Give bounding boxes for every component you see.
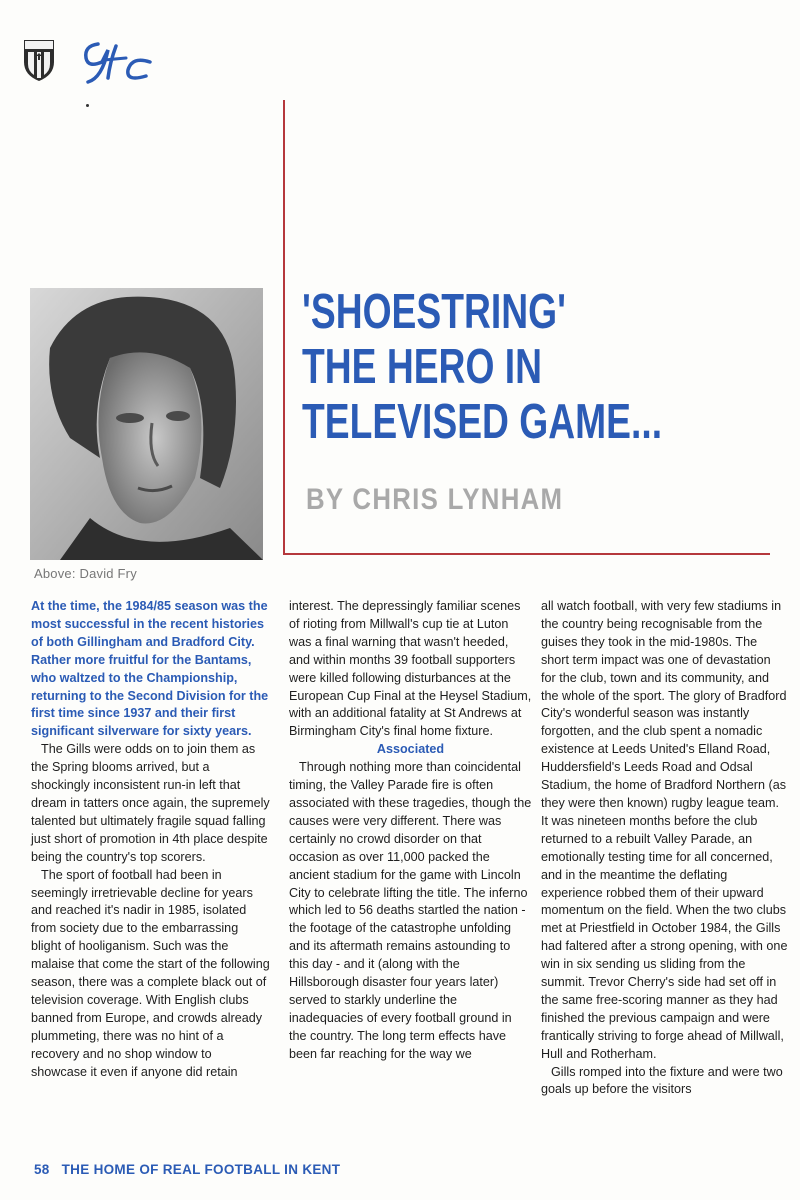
player-photo — [30, 288, 263, 560]
footer-tagline: THE HOME OF REAL FOOTBALL IN KENT — [61, 1162, 341, 1177]
body-paragraph: Gills romped into the fixture and were two goals up before the visitors — [541, 1064, 783, 1097]
article-headline — [302, 285, 663, 450]
article-column-2 — [289, 598, 532, 1064]
club-crest-logo — [22, 38, 56, 82]
article-column-1 — [31, 598, 271, 1081]
headline-line-2: THE HERO IN — [302, 340, 543, 394]
body-paragraph: The sport of football had been in seemingly irretrievable decline for years and reached it's nadir in 1985, isolated from society due to the embarrassing blight of hooliganism. Such was the malaise that come the start of the following season, there was a complete black out of television coverage. With English clubs banned from Europe, and crowds already plummeting, there was no hint of a recovery and no shop window to showcase it even if anyone did retain — [31, 867, 270, 1079]
gfc-monogram-logo — [80, 38, 160, 86]
vertical-rule — [283, 100, 285, 555]
article-column-3 — [541, 598, 788, 1099]
body-paragraph: all watch football, with very few stadiums in the country being recognisable from the guises they took in the mid-1980s. The short term impact was one of devastation for the club, town and its community, and the whole of the sport. The glory of Bradford City's wonderful season was instantly forgotten, and the club spent a nomadic existence at Leeds United's Elland Road, Huddersfield's Leeds Road and Odsal Stadium, the home of Bradford Northern (as they were then known) rugby league team. It was nineteen months before the club returned to a rebuilt Valley Parade, an emotionally testing time for all concerned, and in the meantime the deflating experience robbed them of their upward momentum on the field. When the two clubs met at Priestfield in October 1984, the Gills had faltered after a strong opening, with one win in six sending us sliding from the summit. Trevor Cherry's side had set off in the same free-scoring manner as they had finished the previous campaign and were frantically striving to forge ahead of Millwall, Hull and Rotherham. — [541, 599, 788, 1061]
author-byline: BY CHRIS LYNHAM — [306, 483, 564, 516]
page-number: 58 — [34, 1162, 50, 1177]
body-paragraph: Through nothing more than coincidental timing, the Valley Parade fire is often associated with these tragedies, though the causes were very different. There was certainly no crowd disorder on that occasion as over 11,000 packed the ancient stadium for the game with Lincoln City to celebrate lifting the title. The inferno which led to 56 deaths startled the nation - the footage of the catastrophe unfolding and its aftermath remains astounding to this day - and it (along with the Hillsborough disaster four years later) served to starkly underline the inadequacies of every football ground in the country. The long term effects have been far reaching for the way we — [289, 760, 532, 1061]
headline-line-1: 'SHOESTRING' — [302, 285, 566, 339]
body-paragraph: interest. The depressingly familiar scenes of rioting from Millwall's cup tie at Luton was a final warning that wasn't heeded, and within months 39 football supporters were killed following disturbances at the European Cup Final at the Heysel Stadium, with an additional fatality at St Andrews at Birmingham City's final home fixture. — [289, 599, 532, 739]
body-paragraph: The Gills were odds on to join them as the Spring blooms arrived, but a shockingly inconsistent run-in left that dream in tatters once again, the supremely talented but ultimately fragile squad falling just short of promotion in 4th place despite being the country's top scorers. — [31, 742, 270, 864]
section-subheading: Associated — [376, 742, 445, 757]
page-footer — [34, 1162, 340, 1177]
decorative-dot — [86, 104, 89, 107]
horizontal-rule — [283, 553, 770, 555]
photo-caption: Above: David Fry — [34, 566, 137, 581]
intro-paragraph: At the time, the 1984/85 season was the most successful in the recent histories of both Gillingham and Bradford City. Rather more fruitful for the Bantams, who waltzed to the Championship, returning to the Second Division for the first time since 1937 and their first significant silverware for sixty years. — [31, 599, 269, 739]
headline-line-3: TELEVISED GAME... — [302, 395, 663, 449]
